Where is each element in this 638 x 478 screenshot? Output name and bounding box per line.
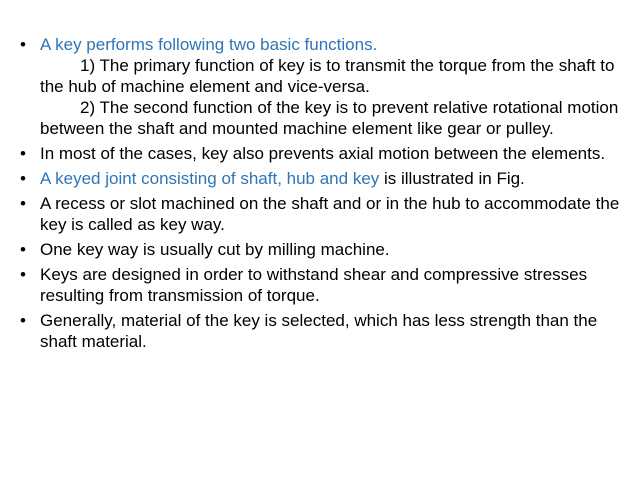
bullet-text-highlight: A key performs following two basic functions. <box>40 35 378 54</box>
bullet-list <box>18 34 630 352</box>
bullet-text: One key way is usually cut by milling machine. <box>40 240 390 259</box>
bullet-text: In most of the cases, key also prevents axial motion between the elements. <box>40 144 606 163</box>
list-item <box>18 34 630 139</box>
list-item <box>18 168 630 189</box>
bullet-text: Generally, material of the key is selected, which has less strength than the shaft material. <box>40 311 598 351</box>
list-item <box>18 310 630 352</box>
list-item <box>18 239 630 260</box>
bullet-dot: • <box>20 144 26 163</box>
list-item <box>18 264 630 306</box>
list-item <box>18 143 630 164</box>
bullet-dot: • <box>20 169 26 188</box>
bullet-text: Keys are designed in order to withstand shear and compressive stresses resulting from transmission of torque. <box>40 265 588 305</box>
bullet-dot: • <box>20 35 26 54</box>
bullet-dot: • <box>20 265 26 284</box>
function-1-text: 1) The primary function of key is to transmit the torque from the shaft to the hub of machine element and vice-versa. <box>40 56 615 96</box>
bullet-dot: • <box>20 240 26 259</box>
bullet-text: is illustrated in Fig. <box>379 169 525 188</box>
function-2-text: 2) The second function of the key is to prevent relative rotational motion between the shaft and mounted machine element like gear or pulley. <box>40 98 619 138</box>
bullet-dot: • <box>20 194 26 213</box>
bullet-dot: • <box>20 311 26 330</box>
list-item <box>18 193 630 235</box>
bullet-text-highlight: A keyed joint consisting of shaft, hub and key <box>40 169 380 188</box>
bullet-text: A recess or slot machined on the shaft and or in the hub to accommodate the key is called as key way. <box>40 194 620 234</box>
